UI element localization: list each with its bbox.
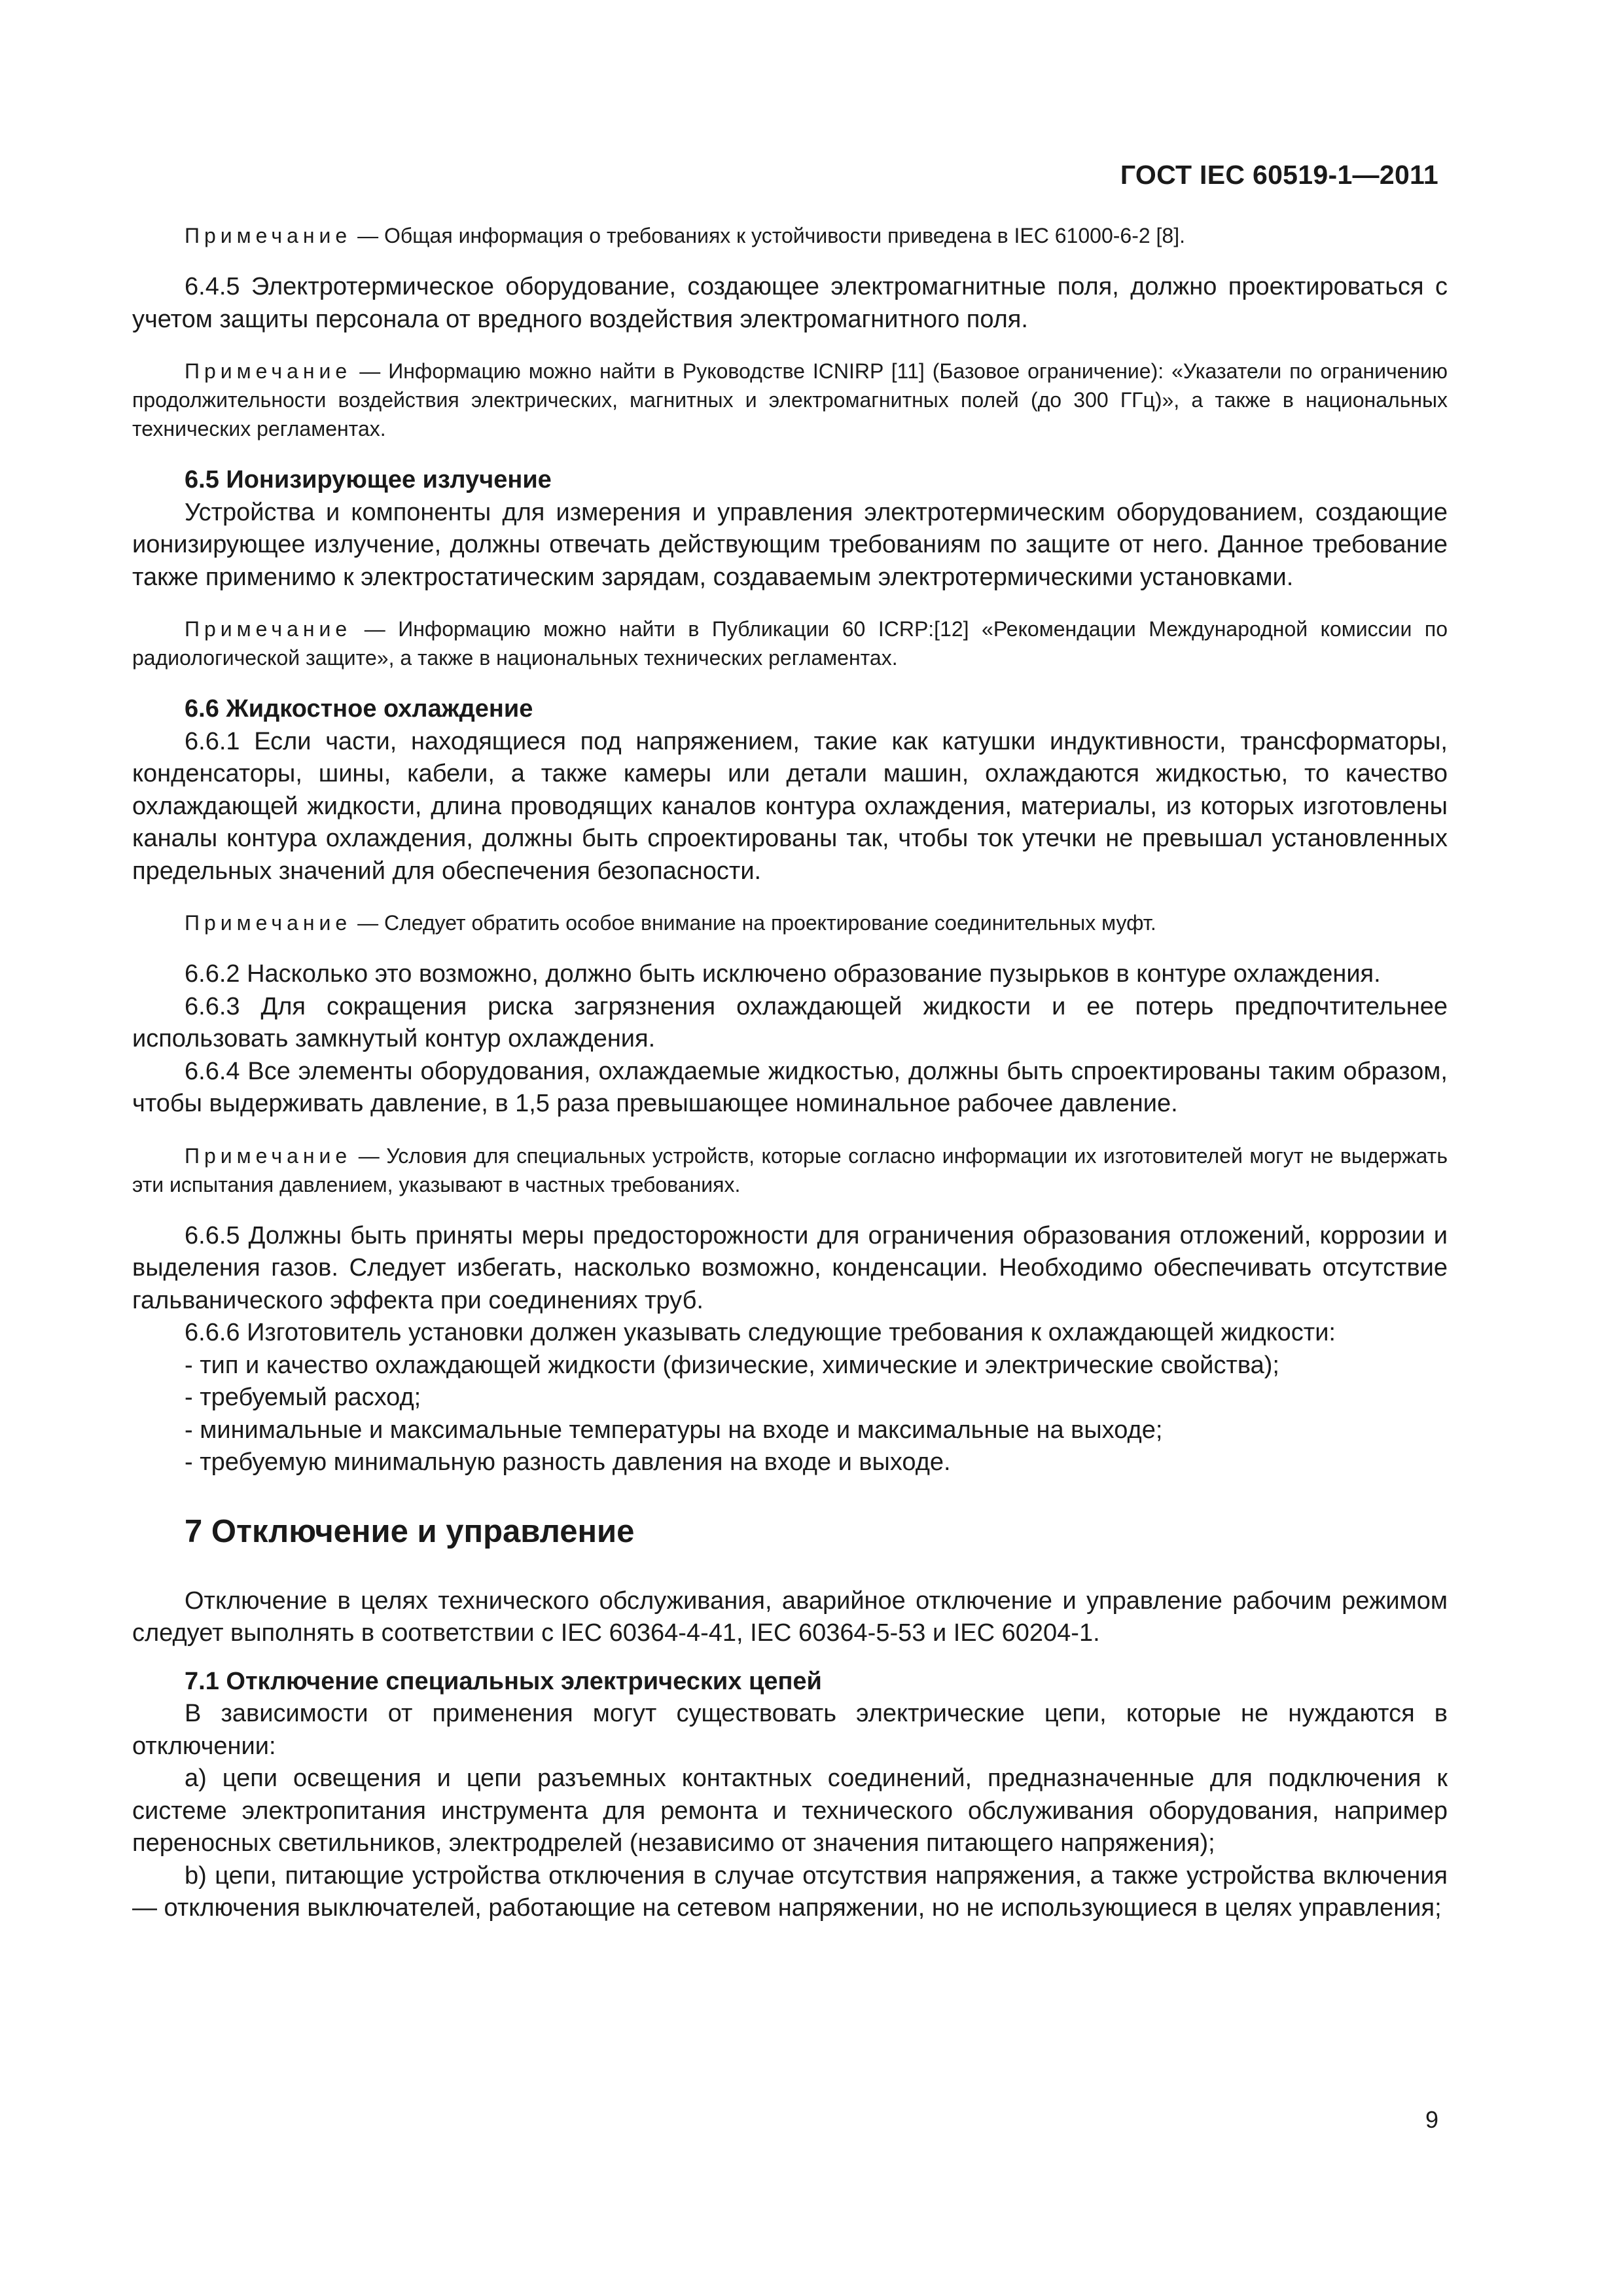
note-separator: —	[351, 1143, 387, 1168]
note	[132, 615, 1448, 672]
paragraph-6-6-3: 6.6.3 Для сокращения риска загрязнения охлаждающей жидкости и ее потерь предпочтительнее использовать замкнутый контур охлаждения.	[132, 992, 1448, 1052]
paragraph-7-1-b: b) цепи, питающие устройства отключения в случае отсутствия напряжения, а также устройства включения — отключения выключателей, работающие на сетевом напряжении, но не использующиеся в целях управления;	[132, 1861, 1448, 1922]
note-separator: —	[351, 617, 399, 641]
note-label: Примечание	[185, 1143, 352, 1168]
list-item: - тип и качество охлаждающей жидкости (физические, химические и электрические свойства);	[185, 1350, 1448, 1382]
note-text: Информацию можно найти в Руководстве ICNIRP [11] (Базовое ограничение): «Указатели по ограничению продолжительности воздействия электрических, магнитных и электромагнитных полей (до 300 ГГц)», а также в национальных технических регламентах.	[132, 359, 1448, 440]
paragraph-6-6-6: 6.6.6 Изготовитель установки должен указывать следующие требования к охлаждающей жидкости:	[185, 1319, 1336, 1346]
paragraph-7: Отключение в целях технического обслуживания, аварийное отключение и управление рабочим режимом следует выполнять в соответствии с IEC 60364-4-41, IEC 60364-5-53 и IEC 60204-1.	[132, 1587, 1448, 1647]
section-heading-6-5: 6.5 Ионизирующее излучение	[185, 466, 552, 493]
note-text: Общая информация о требованиях к устойчивости приведена в IEC 61000-6-2 [8].	[384, 224, 1185, 247]
list-item: - требуемый расход;	[185, 1382, 1448, 1414]
note	[132, 908, 1448, 937]
paragraph-6-6-1: 6.6.1 Если части, находящиеся под напряжением, такие как катушки индуктивности, трансформаторы, конденсаторы, шины, кабели, а также камеры или детали машин, охлаждаются жидкостью, то качество охлаждающей жидкости, длина проводящих каналов контура охлаждения, материалы, из которых изготовлены каналы контура охлаждения, должны быть спроектированы так, чтобы ток утечки не превышал установленных предельных значений для обеспечения безопасности.	[132, 727, 1448, 885]
note-text: Информацию можно найти в Публикации 60 ICRP:[12] «Рекомендации Международной комиссии по радиологической защите», а также в национальных технических регламентах.	[132, 617, 1448, 670]
note	[132, 221, 1448, 250]
note-separator: —	[351, 224, 384, 247]
note-text: Следует обратить особое внимание на проектирование соединительных муфт.	[384, 911, 1156, 935]
page-number: 9	[1425, 2106, 1438, 2133]
note	[132, 1141, 1448, 1199]
note-text: Условия для специальных устройств, которые согласно информации их изготовителей могут не выдержать эти испытания давлением, указывают в частных требованиях.	[132, 1143, 1448, 1196]
paragraph-6-6-2: 6.6.2 Насколько это возможно, должно быть исключено образование пузырьков в контуре охлаждения.	[185, 960, 1381, 988]
paragraph-6-5: Устройства и компоненты для измерения и управления электротермическим оборудованием, создающие ионизирующее излучение, должны отвечать действующим требованиям по защите от него. Данное требование также применимо к электростатическим зарядам, создаваемым электротермическими установками.	[132, 498, 1448, 591]
section-heading-6-6: 6.6 Жидкостное охлаждение	[185, 695, 533, 723]
note-label: Примечание	[185, 224, 352, 247]
paragraph-6-6-5: 6.6.5 Должны быть приняты меры предосторожности для ограничения образования отложений, коррозии и выделения газов. Следует избегать, насколько возможно, конденсации. Необходимо обеспечивать отсутствие гальванического эффекта при соединениях труб.	[132, 1221, 1448, 1314]
section-heading-7-1: 7.1 Отключение специальных электрических цепей	[185, 1667, 822, 1695]
note-label: Примечание	[185, 359, 352, 383]
note-label: Примечание	[185, 617, 352, 641]
document-standard-number: ГОСТ IEC 60519-1—2011	[1120, 160, 1438, 190]
page-body	[132, 221, 1448, 1925]
note-label: Примечание	[185, 911, 352, 935]
coolant-requirements-list	[132, 1350, 1448, 1479]
list-item: - требуемую минимальную разность давления на входе и выходе.	[185, 1446, 1448, 1479]
list-item: - минимальные и максимальные температуры на входе и максимальные на выходе;	[185, 1414, 1448, 1447]
chapter-heading-7: 7 Отключение и управление	[185, 1513, 635, 1549]
note	[132, 357, 1448, 443]
paragraph-7-1-a: a) цепи освещения и цепи разъемных контактных соединений, предназначенные для подключения к системе электропитания инструмента для ремонта и технического обслуживания оборудования, например переносных светильников, электродрелей (независимо от значения питающего напряжения);	[132, 1765, 1448, 1857]
paragraph-7-1: В зависимости от применения могут существовать электрические цепи, которые не нуждаются в отключении:	[132, 1700, 1448, 1760]
paragraph-6-4-5: 6.4.5 Электротермическое оборудование, создающее электромагнитные поля, должно проектироваться с учетом защиты персонала от вредного воздействия электромагнитного поля.	[132, 273, 1448, 333]
paragraph-6-6-4: 6.6.4 Все элементы оборудования, охлаждаемые жидкостью, должны быть спроектированы таким образом, чтобы выдерживать давление, в 1,5 раза превышающее номинальное рабочее давление.	[132, 1057, 1448, 1117]
note-separator: —	[351, 359, 389, 383]
note-separator: —	[351, 911, 384, 935]
